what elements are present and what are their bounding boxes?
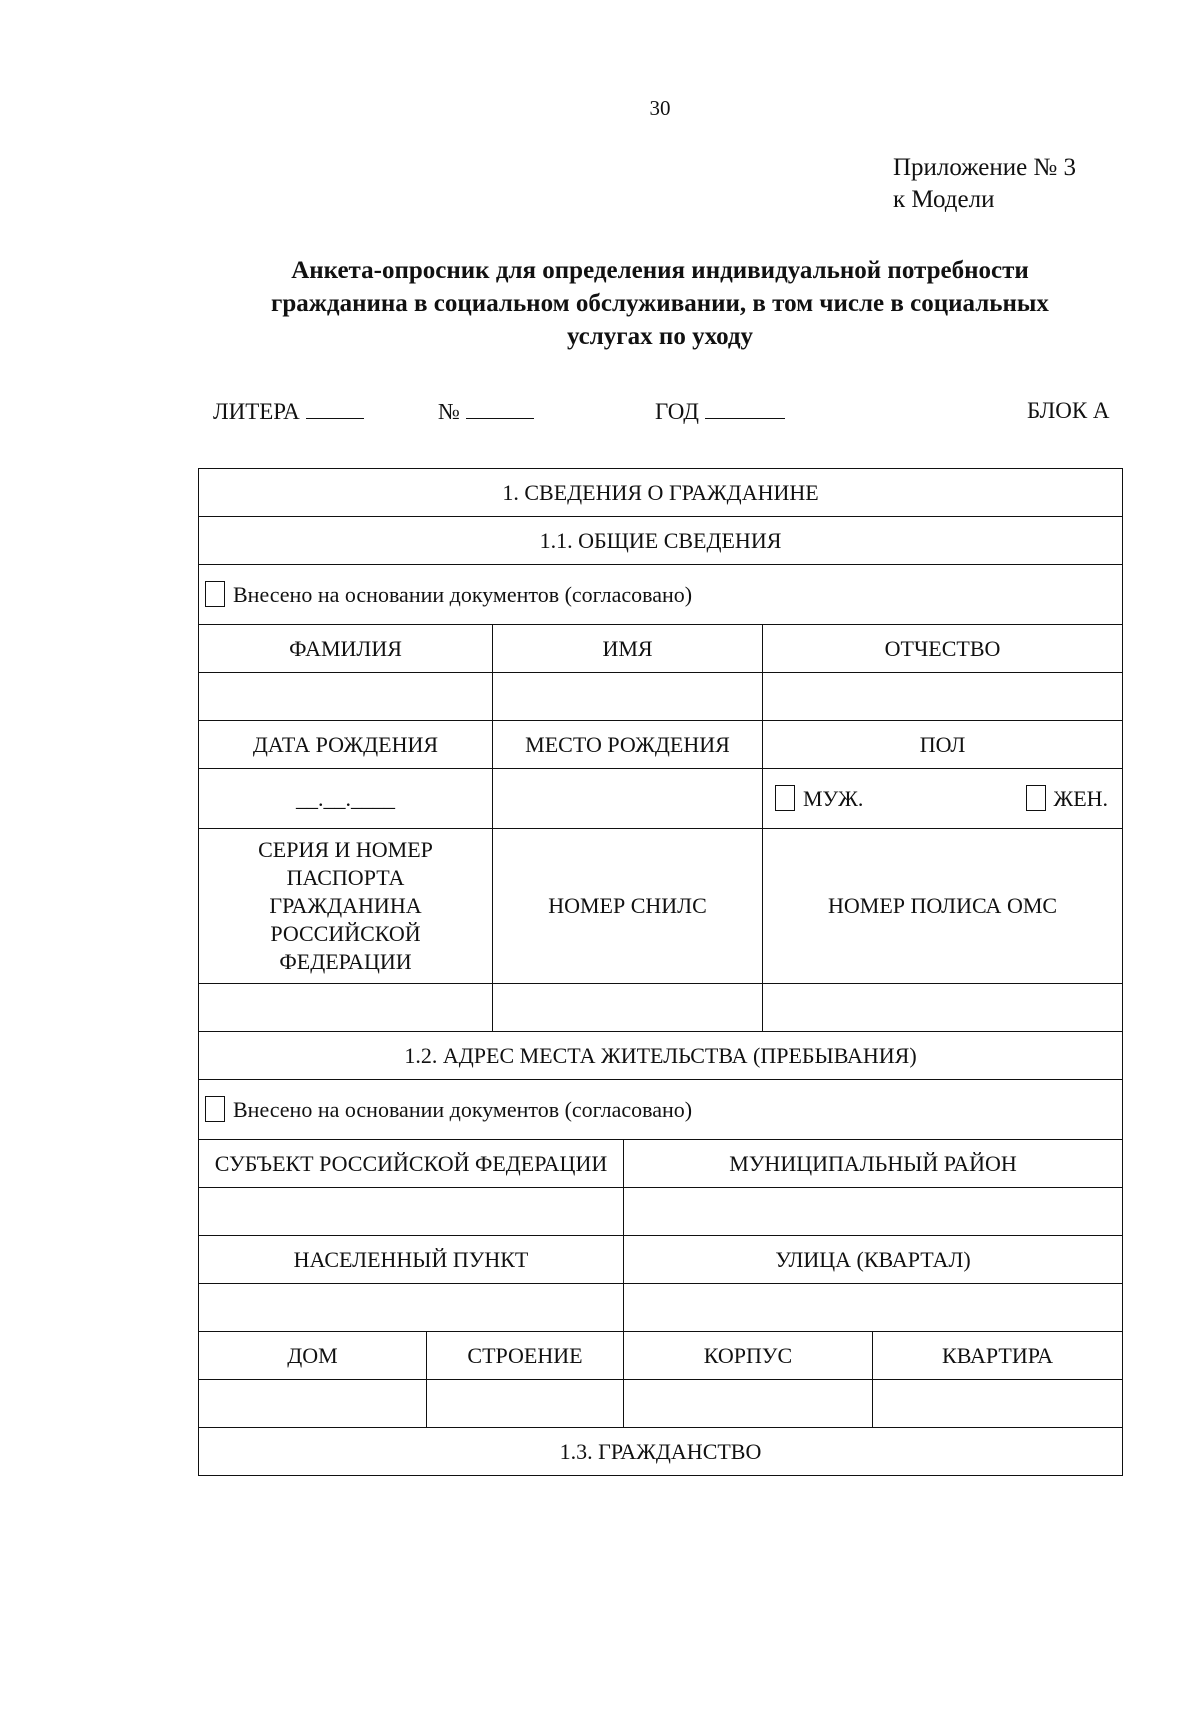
year-field: [655, 398, 785, 425]
general-docs-checkbox[interactable]: [205, 581, 225, 607]
house-input[interactable]: [199, 1380, 427, 1428]
section-1-heading: 1. СВЕДЕНИЯ О ГРАЖДАНИНЕ: [199, 469, 1123, 517]
sex-label: ПОЛ: [763, 721, 1123, 769]
passport-label-line-4: РОССИЙСКОЙ: [270, 921, 421, 946]
subject-input[interactable]: [199, 1188, 624, 1236]
locality-label: НАСЕЛЕННЫЙ ПУНКТ: [199, 1236, 624, 1284]
subject-label: СУБЪЕКТ РОССИЙСКОЙ ФЕДЕРАЦИИ: [199, 1140, 624, 1188]
sex-male-checkbox[interactable]: [775, 785, 795, 811]
sex-female-checkbox[interactable]: [1026, 785, 1046, 811]
section-1-3-heading: 1.3. ГРАЖДАНСТВО: [199, 1428, 1123, 1476]
passport-label-line-2: ПАСПОРТА: [286, 865, 405, 890]
house-label: ДОМ: [199, 1332, 427, 1380]
patronymic-input[interactable]: [763, 673, 1123, 721]
litera-label: ЛИТЕРА: [213, 399, 300, 424]
district-input[interactable]: [624, 1188, 1123, 1236]
building-label: СТРОЕНИЕ: [427, 1332, 624, 1380]
litera-blank[interactable]: [306, 398, 364, 419]
surname-input[interactable]: [199, 673, 493, 721]
appendix-line-2: к Модели: [893, 186, 995, 213]
appendix-header: [893, 152, 1076, 216]
section-1-2-heading: 1.2. АДРЕС МЕСТА ЖИТЕЛЬСТВА (ПРЕБЫВАНИЯ): [199, 1032, 1123, 1080]
passport-label-line-3: ГРАЖДАНИНА: [269, 893, 422, 918]
number-label: №: [438, 399, 460, 424]
snils-label: НОМЕР СНИЛС: [493, 829, 763, 984]
address-docs-checkbox[interactable]: [205, 1096, 225, 1122]
patronymic-label: ОТЧЕСТВО: [763, 625, 1123, 673]
birth-place-label: МЕСТО РОЖДЕНИЯ: [493, 721, 763, 769]
district-label: МУНИЦИПАЛЬНЫЙ РАЙОН: [624, 1140, 1123, 1188]
appendix-line-1: Приложение № 3: [893, 154, 1077, 181]
passport-label-line-1: СЕРИЯ И НОМЕР: [258, 837, 433, 862]
sex-options: [763, 769, 1123, 829]
block-label: БЛОК А: [1027, 398, 1110, 423]
apartment-input[interactable]: [873, 1380, 1123, 1428]
birth-date-input[interactable]: __.__.____: [199, 769, 493, 829]
building-input[interactable]: [427, 1380, 624, 1428]
document-title: [180, 254, 1140, 353]
name-label: ИМЯ: [493, 625, 763, 673]
sex-male-label: МУЖ.: [803, 785, 864, 811]
snils-input[interactable]: [493, 984, 763, 1032]
address-docs-label: Внесено на основании документов (согласовано): [233, 1096, 693, 1122]
block-corpus-input[interactable]: [624, 1380, 873, 1428]
address-docs-row: [199, 1080, 1123, 1140]
number-blank[interactable]: [466, 398, 534, 419]
name-input[interactable]: [493, 673, 763, 721]
oms-label: НОМЕР ПОЛИСА ОМС: [763, 829, 1123, 984]
passport-label: [199, 829, 493, 984]
passport-input[interactable]: [199, 984, 493, 1032]
title-line-2: гражданина в социальном обслуживании, в том числе в социальных: [271, 290, 1049, 317]
birth-date-label: ДАТА РОЖДЕНИЯ: [199, 721, 493, 769]
oms-input[interactable]: [763, 984, 1123, 1032]
year-label: ГОД: [655, 399, 699, 424]
title-line-3: услугах по уходу: [566, 323, 754, 350]
block-corpus-label: КОРПУС: [624, 1332, 873, 1380]
passport-label-line-5: ФЕДЕРАЦИИ: [279, 949, 412, 974]
title-line-1: Анкета-опросник для определения индивидуальной потребности: [291, 257, 1029, 284]
surname-label: ФАМИЛИЯ: [199, 625, 493, 673]
citizen-info-form: [198, 468, 1123, 1476]
year-blank[interactable]: [705, 398, 785, 419]
birth-place-input[interactable]: [493, 769, 763, 829]
section-1-1-heading: 1.1. ОБЩИЕ СВЕДЕНИЯ: [199, 517, 1123, 565]
number-field: [438, 398, 534, 425]
general-docs-row: [199, 565, 1123, 625]
sex-female-option[interactable]: [1026, 785, 1109, 813]
locality-input[interactable]: [199, 1284, 624, 1332]
litera-field: [213, 398, 364, 425]
general-docs-label: Внесено на основании документов (согласовано): [233, 581, 693, 607]
street-input[interactable]: [624, 1284, 1123, 1332]
sex-female-label: ЖЕН.: [1053, 785, 1109, 811]
apartment-label: КВАРТИРА: [873, 1332, 1123, 1380]
page-number: 30: [649, 96, 671, 120]
street-label: УЛИЦА (КВАРТАЛ): [624, 1236, 1123, 1284]
sex-male-option[interactable]: [775, 785, 863, 813]
